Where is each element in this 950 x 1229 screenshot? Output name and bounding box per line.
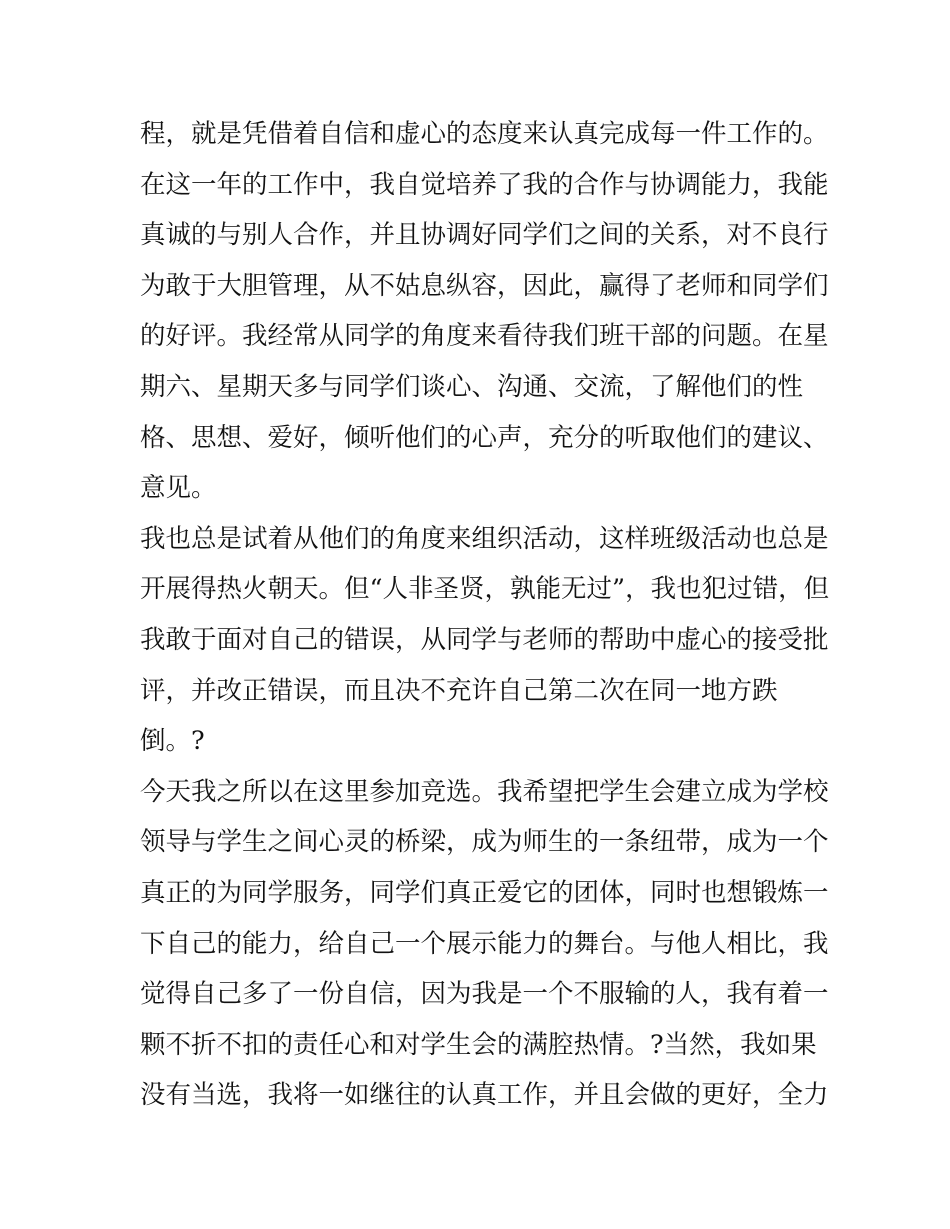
text-line: 为敢于大胆管理，从不姑息纵容，因此，赢得了老师和同学们 [140, 270, 829, 301]
text-line: 没有当选，我将一如继往的认真工作，并且会做的更好，全力 [140, 1080, 829, 1111]
text-line: 我也总是试着从他们的角度来组织活动，这样班级活动也总是 [140, 523, 829, 554]
text-line: 下自己的能力，给自己一个展示能力的舞台。与他人相比，我 [140, 928, 829, 959]
text-line: 真正的为同学服务，同学们真正爱它的团体，同时也想锻炼一 [140, 877, 829, 908]
text-line: 颗不折不扣的责任心和对学生会的满腔热情。?当然，我如果 [140, 1029, 817, 1060]
text-line: 程，就是凭借着自信和虚心的态度来认真完成每一件工作的。 [140, 119, 829, 149]
text-line: 倒。? [140, 726, 205, 757]
text-line: 格、思想、爱好，倾听他们的心声，充分的听取他们的建议、 [140, 422, 829, 453]
body-text [140, 109, 830, 1121]
text-line: 觉得自己多了一份自信，因为我是一个不服输的人，我有着一 [140, 979, 829, 1010]
text-line: 开展得热火朝天。但“人非圣贤，孰能无过”，我也犯过错，但 [140, 574, 830, 605]
text-line: 我敢于面对自己的错误，从同学与老师的帮助中虚心的接受批 [140, 624, 829, 655]
text-line: 意见。 [140, 473, 217, 504]
text-line: 领导与学生之间心灵的桥梁，成为师生的一条纽带，成为一个 [140, 827, 829, 858]
text-line: 评，并改正错误，而且决不充许自己第二次在同一地方跌 [140, 675, 778, 706]
text-line: 期六、星期天多与同学们谈心、沟通、交流，了解他们的性 [140, 371, 804, 402]
text-line: 今天我之所以在这里参加竞选。我希望把学生会建立成为学校 [140, 776, 829, 807]
text-line: 的好评。我经常从同学的角度来看待我们班干部的问题。在星 [140, 321, 829, 352]
text-line: 真诚的与别人合作，并且协调好同学们之间的关系，对不良行 [140, 220, 829, 251]
text-line: 在这一年的工作中，我自觉培养了我的合作与协调能力，我能 [140, 169, 829, 200]
